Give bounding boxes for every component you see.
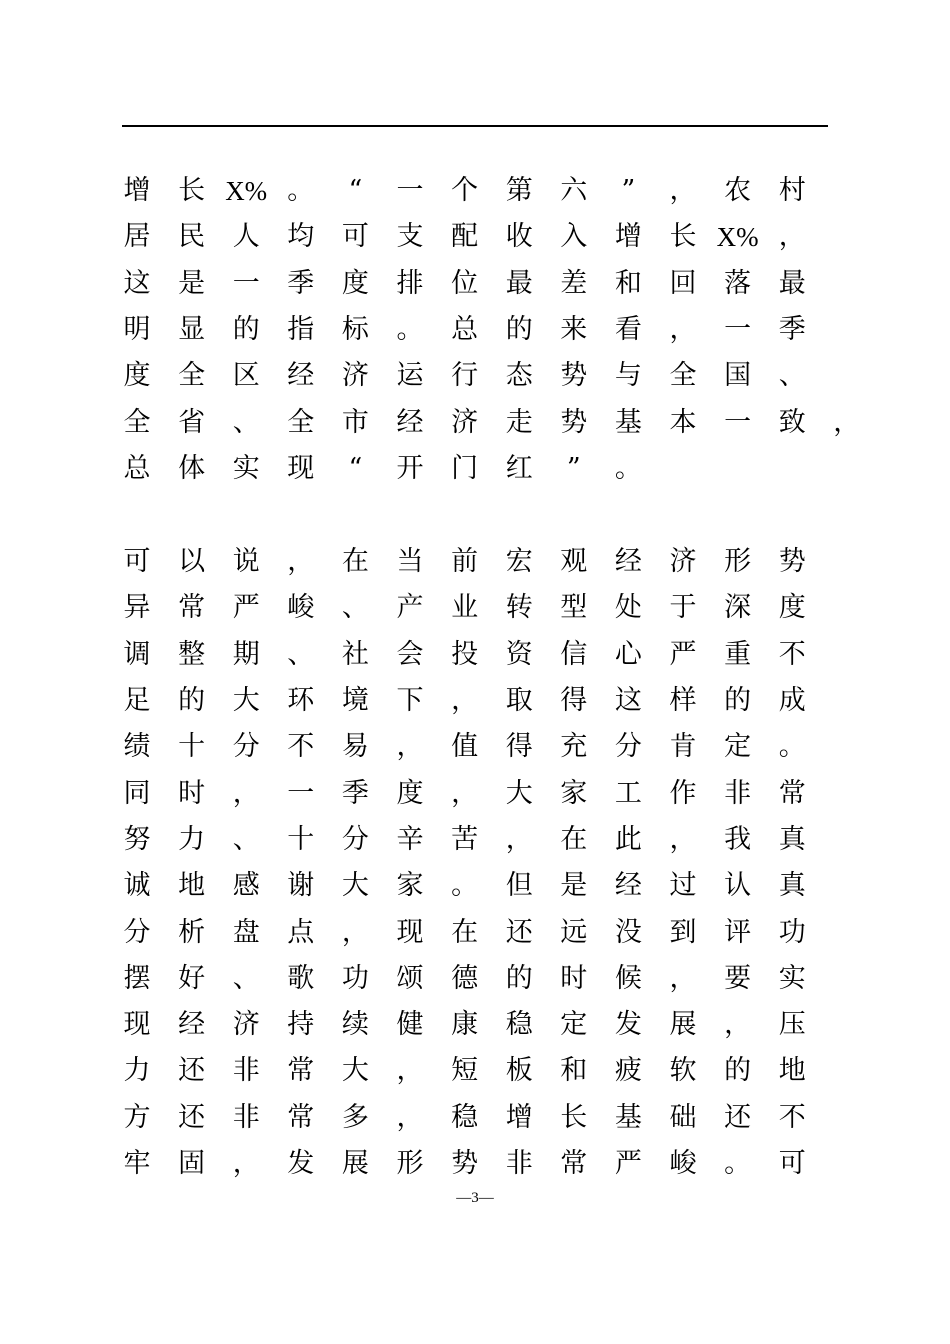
text-char: 调 (123, 638, 151, 670)
text-char: 软 (669, 1055, 697, 1087)
text-char: 发 (287, 1148, 315, 1179)
text-char: ， (669, 823, 697, 855)
text-char: 致 (778, 406, 806, 438)
text-char: 会 (396, 638, 424, 670)
text-char: 作 (669, 777, 697, 809)
text-char: 运 (396, 360, 424, 392)
text-line (0, 1141, 950, 1187)
text-char: 是 (560, 870, 588, 902)
text-char: 。 (614, 452, 642, 484)
text-char: 持 (287, 1009, 315, 1041)
text-char: 与 (614, 360, 642, 392)
text-char: 家 (396, 870, 424, 902)
text-char: 度 (396, 777, 424, 809)
text-char: 经 (614, 546, 642, 578)
text-char: 还 (178, 1055, 206, 1087)
text-char: 分 (614, 731, 642, 763)
text-char: 在 (560, 823, 588, 855)
text-char: ” (621, 175, 636, 206)
text-char: 定 (724, 731, 752, 763)
text-char: ， (833, 406, 861, 438)
text-char: 绩 (123, 731, 151, 763)
text-char: 认 (724, 870, 752, 902)
text-char: 势 (560, 360, 588, 392)
text-char: 的 (505, 962, 533, 994)
text-char: 大 (341, 870, 369, 902)
text-line (0, 771, 950, 817)
text-char: 区 (232, 360, 260, 392)
text-char: 歌 (287, 962, 315, 994)
text-char: 基 (614, 1101, 642, 1133)
text-char: 板 (505, 1055, 533, 1087)
text-char: 我 (724, 823, 752, 855)
text-char: 稳 (451, 1101, 479, 1133)
text-char: ， (451, 777, 479, 809)
text-char: 信 (560, 638, 588, 670)
text-line (0, 214, 950, 260)
text-char: 严 (669, 638, 697, 670)
text-char: 济 (451, 406, 479, 438)
text-char: 的 (232, 313, 260, 345)
text-char: 期 (232, 638, 260, 670)
text-char: 总 (123, 452, 151, 484)
text-char: 非 (232, 1101, 260, 1133)
text-char: 下 (396, 685, 424, 716)
text-char: ， (778, 221, 806, 253)
text-char: 多 (341, 1101, 369, 1133)
text-char: 投 (451, 638, 479, 670)
text-char: 地 (178, 870, 206, 902)
text-char: 易 (341, 731, 369, 763)
text-line (0, 817, 950, 863)
text-char: 异 (123, 592, 151, 624)
text-char: 成 (778, 685, 806, 716)
text-char: 省 (178, 406, 206, 438)
text-char: 支 (396, 221, 424, 253)
text-char: 可 (341, 221, 369, 253)
text-char: 常 (287, 1101, 315, 1133)
text-char: 。 (396, 313, 424, 345)
text-char: 健 (396, 1009, 424, 1041)
text-char: 、 (287, 638, 315, 670)
text-char: 增 (614, 221, 642, 253)
text-char: 于 (669, 592, 697, 624)
text-char: 一 (724, 313, 752, 345)
text-char: 评 (724, 916, 752, 948)
text-char: 展 (341, 1148, 369, 1179)
text-char: X% (225, 176, 268, 206)
text-char: 这 (614, 685, 642, 716)
text-char: 到 (669, 916, 697, 948)
text-char: 行 (451, 360, 479, 392)
text-char: ， (505, 823, 533, 855)
text-char: 十 (287, 823, 315, 855)
text-char: 经 (614, 870, 642, 902)
text-char: 季 (778, 313, 806, 345)
text-char: 配 (451, 221, 479, 253)
text-char: 展 (669, 1009, 697, 1041)
text-char: 没 (614, 916, 642, 948)
text-char: 稳 (505, 1009, 533, 1041)
text-char: 功 (778, 916, 806, 948)
text-char: 国 (724, 360, 752, 392)
text-char: 重 (724, 638, 752, 670)
text-char: 常 (178, 592, 206, 624)
text-char: 续 (341, 1009, 369, 1041)
text-char: “ (348, 452, 363, 484)
text-char: 经 (178, 1009, 206, 1041)
text-char: 业 (451, 592, 479, 624)
text-char: 峻 (287, 592, 315, 624)
text-char: ， (669, 313, 697, 345)
text-char: 民 (178, 221, 206, 253)
text-char: 济 (669, 546, 697, 578)
text-char: ， (669, 175, 697, 206)
text-line (0, 863, 950, 909)
text-char: 势 (451, 1148, 479, 1179)
text-char: 可 (778, 1148, 806, 1179)
text-char: 全 (178, 360, 206, 392)
text-char: 的 (724, 1055, 752, 1087)
text-char: 当 (396, 546, 424, 578)
text-char: 不 (287, 731, 315, 763)
text-char: 方 (123, 1101, 151, 1133)
text-char: 非 (724, 777, 752, 809)
text-char: 过 (669, 870, 697, 902)
text-char: 说 (232, 546, 260, 578)
text-char: 农 (724, 175, 752, 206)
text-char: 经 (396, 406, 424, 438)
text-char: 压 (778, 1009, 806, 1041)
text-line (0, 446, 950, 492)
text-line (0, 307, 950, 353)
text-char: 常 (287, 1055, 315, 1087)
text-char: 态 (505, 360, 533, 392)
text-line (0, 261, 950, 307)
text-char: 全 (123, 406, 151, 438)
text-char: 常 (560, 1148, 588, 1179)
text-char: ， (232, 1148, 260, 1179)
text-char: 资 (505, 638, 533, 670)
text-line (0, 539, 950, 585)
text-char: 。 (451, 870, 479, 902)
text-char: 境 (341, 685, 369, 716)
text-char: 在 (451, 916, 479, 948)
text-char: 摆 (123, 962, 151, 994)
text-char: 均 (287, 221, 315, 253)
text-char: 形 (724, 546, 752, 578)
text-char: ” (566, 452, 581, 484)
text-char: 样 (669, 685, 697, 716)
text-char: 分 (123, 916, 151, 948)
text-char: 形 (396, 1148, 424, 1179)
text-char: 盘 (232, 916, 260, 948)
text-char: 不 (778, 638, 806, 670)
text-char: 增 (123, 175, 151, 206)
text-char: 足 (123, 685, 151, 716)
text-char: 入 (560, 221, 588, 253)
text-char: 时 (178, 777, 206, 809)
text-char: 牢 (123, 1148, 151, 1179)
text-char: 来 (560, 313, 588, 345)
text-char: 标 (341, 313, 369, 345)
text-char: 一 (396, 175, 424, 206)
text-char: ， (724, 1009, 752, 1041)
text-char: 济 (232, 1009, 260, 1041)
text-char: 肯 (669, 731, 697, 763)
text-char: 还 (505, 916, 533, 948)
text-char: 指 (287, 313, 315, 345)
text-char: 家 (560, 777, 588, 809)
text-char: 排 (396, 267, 424, 299)
text-char: 回 (669, 267, 697, 299)
text-char: 真 (778, 870, 806, 902)
text-char: 、 (341, 592, 369, 624)
text-char: 疲 (614, 1055, 642, 1087)
text-char: 分 (341, 823, 369, 855)
text-char: 还 (724, 1101, 752, 1133)
text-char: 的 (724, 685, 752, 716)
text-char: 个 (451, 175, 479, 206)
text-char: 看 (614, 313, 642, 345)
text-char: 地 (778, 1055, 806, 1087)
text-char: 六 (560, 175, 588, 206)
text-char: 苦 (451, 823, 479, 855)
text-char: 季 (287, 267, 315, 299)
text-line (0, 585, 950, 631)
text-char: 全 (287, 406, 315, 438)
text-char: 的 (505, 313, 533, 345)
text-char: 取 (505, 685, 533, 716)
text-char: ， (669, 962, 697, 994)
text-char: 还 (178, 1101, 206, 1133)
text-char: 度 (778, 592, 806, 624)
text-char: 严 (232, 592, 260, 624)
text-line (0, 400, 950, 446)
text-char: 工 (614, 777, 642, 809)
text-char: 市 (341, 406, 369, 438)
text-char: 和 (614, 267, 642, 299)
text-char: 一 (287, 777, 315, 809)
text-char: 增 (505, 1101, 533, 1133)
text-char: 大 (341, 1055, 369, 1087)
text-char: 第 (505, 175, 533, 206)
text-char: 的 (178, 685, 206, 716)
text-char: 析 (178, 916, 206, 948)
text-char: 值 (451, 731, 479, 763)
text-char: 、 (232, 823, 260, 855)
text-char: 础 (669, 1101, 697, 1133)
text-char: 一 (232, 267, 260, 299)
text-line (0, 1002, 950, 1048)
text-char: 功 (341, 962, 369, 994)
text-char: 、 (232, 406, 260, 438)
text-char: 峻 (669, 1148, 697, 1179)
text-char: 差 (560, 267, 588, 299)
text-char: 得 (505, 731, 533, 763)
text-char: 实 (778, 962, 806, 994)
text-line (0, 1048, 950, 1094)
text-char: 远 (560, 916, 588, 948)
text-char: 长 (178, 175, 206, 206)
text-char: 感 (232, 870, 260, 902)
text-char: 实 (232, 452, 260, 484)
text-char: 和 (560, 1055, 588, 1087)
text-char: 真 (778, 823, 806, 855)
text-char: 本 (669, 406, 697, 438)
text-char: 非 (505, 1148, 533, 1179)
text-char: 转 (505, 592, 533, 624)
text-char: 非 (232, 1055, 260, 1087)
text-line (0, 1095, 950, 1141)
text-char: 位 (451, 267, 479, 299)
text-char: 季 (341, 777, 369, 809)
text-char: 力 (178, 823, 206, 855)
text-char: 心 (614, 638, 642, 670)
text-char: ， (396, 1055, 424, 1087)
text-char: ， (232, 777, 260, 809)
text-char: ， (341, 916, 369, 948)
text-line (0, 678, 950, 724)
text-char: ， (287, 546, 315, 578)
text-char: 整 (178, 638, 206, 670)
text-char: 势 (560, 406, 588, 438)
text-char: 最 (778, 267, 806, 299)
text-char: 现 (287, 452, 315, 484)
text-char: 要 (724, 962, 752, 994)
text-char: 努 (123, 823, 151, 855)
text-char: 村 (778, 175, 806, 206)
text-char: 短 (451, 1055, 479, 1087)
text-char: 度 (341, 267, 369, 299)
text-char: 康 (451, 1009, 479, 1041)
text-line (0, 632, 950, 678)
text-char: “ (348, 175, 363, 206)
text-char: 门 (451, 452, 479, 484)
text-char: 得 (560, 685, 588, 716)
text-char: ， (396, 1101, 424, 1133)
text-char: 十 (178, 731, 206, 763)
text-char: 经 (287, 360, 315, 392)
text-char: 落 (724, 267, 752, 299)
text-char: 好 (178, 962, 206, 994)
text-char: 全 (669, 360, 697, 392)
text-char: X% (716, 222, 759, 253)
text-char: 开 (396, 452, 424, 484)
text-char: 明 (123, 313, 151, 345)
text-char: 红 (505, 452, 533, 484)
text-line (0, 956, 950, 1002)
text-char: 产 (396, 592, 424, 624)
text-char: 、 (232, 962, 260, 994)
text-char: 辛 (396, 823, 424, 855)
text-char: 点 (287, 916, 315, 948)
text-char: 。 (724, 1148, 752, 1179)
text-line (0, 724, 950, 770)
text-char: 。 (287, 175, 315, 206)
text-char: 诚 (123, 870, 151, 902)
text-char: 居 (123, 221, 151, 253)
page-number: —3— (456, 1190, 494, 1206)
text-char: 定 (560, 1009, 588, 1041)
text-char: 大 (232, 685, 260, 716)
text-char: 固 (178, 1148, 206, 1179)
text-char: 分 (232, 731, 260, 763)
text-char: 严 (614, 1148, 642, 1179)
text-char: 是 (178, 267, 206, 299)
text-line (0, 910, 950, 956)
text-char: 收 (505, 221, 533, 253)
text-char: 人 (232, 221, 260, 253)
text-char: 不 (778, 1101, 806, 1133)
text-char: 环 (287, 685, 315, 716)
text-char: 常 (778, 777, 806, 809)
text-char: 前 (451, 546, 479, 578)
text-char: 观 (560, 546, 588, 578)
text-char: 走 (505, 406, 533, 438)
text-char: 颂 (396, 962, 424, 994)
text-char: 但 (505, 870, 533, 902)
text-line (0, 168, 950, 214)
text-char: ， (451, 685, 479, 716)
text-char: 型 (560, 592, 588, 624)
text-char: 谢 (287, 870, 315, 902)
text-char: 一 (724, 406, 752, 438)
text-char: 长 (669, 221, 697, 253)
text-char: 德 (451, 962, 479, 994)
text-char: 总 (451, 313, 479, 345)
text-char: 势 (778, 546, 806, 578)
text-char: 大 (505, 777, 533, 809)
text-char: 显 (178, 313, 206, 345)
text-char: 长 (560, 1101, 588, 1133)
text-char: 度 (123, 360, 151, 392)
text-char: 在 (341, 546, 369, 578)
text-char: 深 (724, 592, 752, 624)
text-char: 发 (614, 1009, 642, 1041)
text-char: ， (396, 731, 424, 763)
text-char: 可 (123, 546, 151, 578)
text-char: 最 (505, 267, 533, 299)
text-char: 基 (614, 406, 642, 438)
text-char: 处 (614, 592, 642, 624)
text-char: 这 (123, 267, 151, 299)
text-char: 宏 (505, 546, 533, 578)
text-char: 。 (778, 731, 806, 763)
text-char: 候 (614, 962, 642, 994)
text-char: 现 (396, 916, 424, 948)
text-char: 、 (778, 360, 806, 392)
text-line (0, 353, 950, 399)
text-char: 充 (560, 731, 588, 763)
text-char: 济 (341, 360, 369, 392)
text-char: 力 (123, 1055, 151, 1087)
text-char: 同 (123, 777, 151, 809)
text-char: 社 (341, 638, 369, 670)
text-char: 体 (178, 452, 206, 484)
text-char: 现 (123, 1009, 151, 1041)
text-char: 以 (178, 546, 206, 578)
text-char: 时 (560, 962, 588, 994)
text-char: 此 (614, 823, 642, 855)
